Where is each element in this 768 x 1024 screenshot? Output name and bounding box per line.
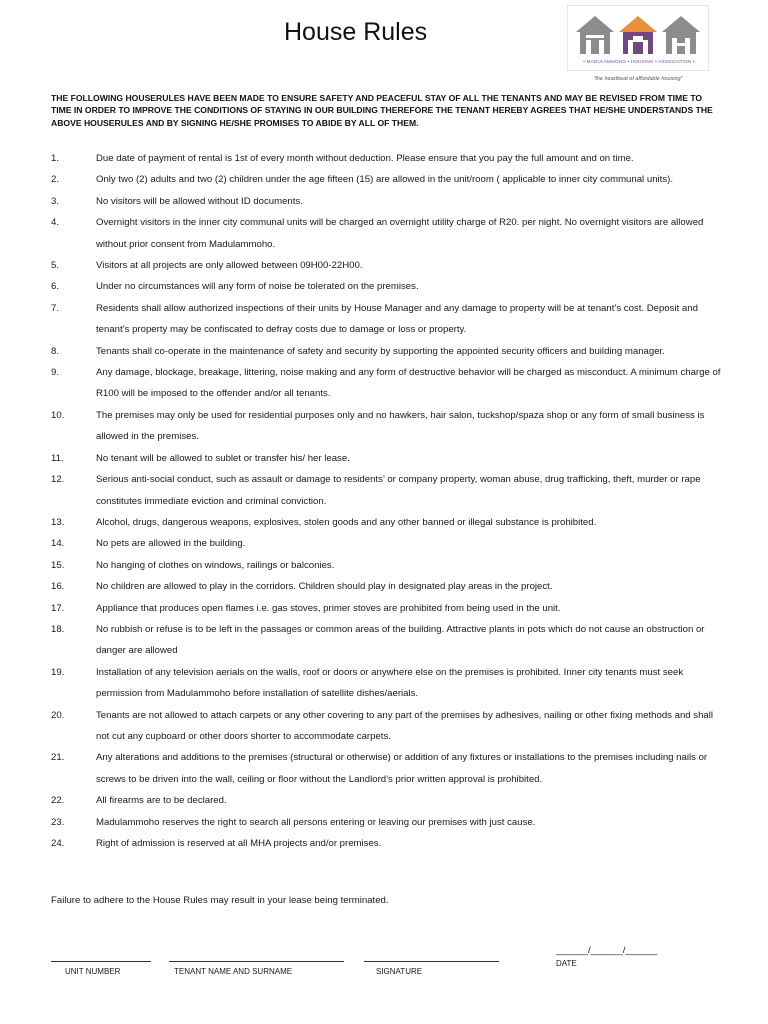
logo-frame <box>567 5 709 71</box>
rule-text: Serious anti-social conduct, such as assault or damage to residents’ or company property, woman abuse, drug trafficking, theft, murder or rape constitutes immediate eviction and criminal conviction. <box>96 474 701 507</box>
rule-text: No children are allowed to play in the corridors. Children should play in designated play areas in the project. <box>96 581 553 593</box>
rule-text: No visitors will be allowed without ID documents. <box>96 195 303 207</box>
rule-text: No pets are allowed in the building. <box>96 538 246 550</box>
rule-item <box>0 747 768 790</box>
rule-number: 21. <box>51 752 65 764</box>
rule-text: No rubbish or refuse is to be left in the passages or common areas of the building. Attractive plants in pots which do not cause an obstruction or danger are allowed <box>96 623 705 657</box>
rule-item <box>0 512 768 533</box>
rule-number: 5. <box>51 260 60 272</box>
rule-item <box>0 833 768 854</box>
tenant-name-line <box>169 961 344 962</box>
rule-item <box>0 255 768 276</box>
rule-text: Installation of any television aerials on the walls, roof or doors or anywhere else on the premises is prohibited. Inner city tenants must seek permission from Madulammoho before installation of satellite dishes/aerials. <box>96 666 684 700</box>
unit-number-field[interactable] <box>51 952 151 982</box>
rule-item <box>0 812 768 833</box>
rule-item <box>0 405 768 448</box>
rule-number: 15. <box>51 559 65 571</box>
rule-item <box>0 705 768 748</box>
rule-number: 8. <box>51 345 60 357</box>
rule-text: Madulammoho reserves the right to search all persons entering or leaving our premises with just cause. <box>96 816 536 828</box>
rule-item <box>0 469 768 512</box>
rule-text: No hanging of clothes on windows, railings or balconies. <box>96 559 335 571</box>
rule-item <box>0 362 768 405</box>
rule-item <box>0 169 768 190</box>
rule-number: 11. <box>51 452 64 464</box>
rule-item <box>0 191 768 212</box>
rule-item <box>0 533 768 554</box>
rule-number: 22. <box>51 795 65 807</box>
rule-text: Any damage, blockage, breakage, littering, noise making and any form of destructive behavior will be charged as misconduct. A minimum charge of R100 will be imposed to the offender and/or all tenants. <box>96 367 721 400</box>
logo-association-text: • MADULAMMOHO • HOUSING • ASSOCIATION • <box>583 59 695 64</box>
rule-text: No tenant will be allowed to sublet or transfer his/ her lease. <box>96 452 350 464</box>
rules-list <box>0 148 768 854</box>
intro-paragraph: THE FOLLOWING HOUSERULES HAVE BEEN MADE TO ENSURE SAFETY AND PEACEFUL STAY OF ALL THE TENANTS AND MAY BE REVISED FROM TIME TO TIME IN ORDER TO IMPROVE THE CONDITIONS OF STAYING IN OUR BUILDING THEREFORE THE TENANT HEREBY AGREES THAT HE/SHE UNDERSTANDS THE ABOVE HOUSERULES AND BY SIGNING HE/SHE PROMISES TO ABIDE BY ALL OF THEM. <box>51 93 713 128</box>
rule-number: 6. <box>51 281 60 293</box>
signature-label: SIGNATURE <box>376 967 423 976</box>
rule-number: 2. <box>51 174 60 186</box>
rule-item <box>0 619 768 662</box>
rule-number: 19. <box>51 666 65 678</box>
signature-field[interactable] <box>364 952 499 982</box>
rule-text: Tenants shall co-operate in the maintenance of safety and security by supporting the appointed security officers and building manager. <box>96 345 665 357</box>
rule-number: 18. <box>51 623 65 635</box>
rule-number: 12. <box>51 474 65 486</box>
rule-text: All firearms are to be declared. <box>96 795 227 807</box>
page-title: House Rules <box>284 18 428 46</box>
rule-text: Only two (2) adults and two (2) children under the age fifteen (15) are allowed in the unit/room ( applicable to inner city communal units). <box>96 174 673 186</box>
rule-item <box>0 448 768 469</box>
rule-number: 4. <box>51 217 60 229</box>
rule-text: Alcohol, drugs, dangerous weapons, explosives, stolen goods and any other banned or illegal substance is prohibited. <box>96 516 597 528</box>
rule-item <box>0 576 768 597</box>
footer-note: Failure to adhere to the House Rules may result in your lease being terminated. <box>51 895 389 906</box>
unit-number-label: UNIT NUMBER <box>65 967 121 976</box>
rule-text: Any alterations and additions to the premises (structural or otherwise) or addition of any fixtures or installations to the premises including nails or screws to be driven into the wall, ceiling or floor without the Landlord’s prior written approval is prohibited. <box>96 752 708 785</box>
rule-text: Right of admission is reserved at all MHA projects and/or premises. <box>96 838 382 849</box>
rule-text: Visitors at all projects are only allowed between 09H00-22H00. <box>96 260 363 272</box>
rule-number: 23. <box>51 816 65 828</box>
rule-number: 10. <box>51 409 65 421</box>
rule-text: Tenants are not allowed to attach carpets or any other covering to any part of the premises by adhesives, nailing or other fixing methods and shall not cut any cupboard or other doors shorter to accommodate carpets. <box>96 709 714 742</box>
rule-text: The premises may only be used for residential purposes only and no hawkers, hair salon, tuckshop/spaza shop or any form of small business is allowed in the premises. <box>96 409 705 443</box>
rule-text: Due date of payment of rental is 1st of every month without deduction. Please ensure that you pay the full amount and on time. <box>96 153 634 164</box>
date-field[interactable] <box>556 945 676 975</box>
rule-item <box>0 298 768 341</box>
rule-item <box>0 341 768 362</box>
rule-number: 20. <box>51 709 65 721</box>
rule-item <box>0 555 768 576</box>
rule-number: 1. <box>51 153 60 164</box>
rule-number: 24. <box>51 838 65 849</box>
rule-number: 9. <box>51 367 60 379</box>
date-line: ______/______/______ <box>556 945 658 956</box>
rule-number: 13. <box>51 516 65 528</box>
houses-logo-icon <box>574 10 704 58</box>
rule-item <box>0 212 768 255</box>
rule-item <box>0 598 768 619</box>
rule-item <box>0 790 768 811</box>
rule-number: 14. <box>51 538 65 550</box>
rule-text: Overnight visitors in the inner city communal units will be charged an overnight utility charge of R20. per night. No overnight visitors are allowed without prior consent from Madulammoho. <box>96 217 704 250</box>
rule-item <box>0 276 768 297</box>
tenant-name-field[interactable] <box>169 952 344 982</box>
rule-number: 16. <box>51 581 65 593</box>
rule-item <box>0 148 768 169</box>
rule-number: 3. <box>51 195 60 207</box>
tenant-name-label: TENANT NAME AND SURNAME <box>174 967 293 976</box>
rule-text: Residents shall allow authorized inspections of their units by House Manager and any damage to property will be at tenant’s cost. Deposit and tenant’s property may be confiscated to defray costs due to damage or loss or property. <box>96 302 698 336</box>
rule-number: 17. <box>51 602 65 614</box>
rule-text: Under no circumstances will any form of noise be tolerated on the premises. <box>96 281 419 293</box>
rule-item <box>0 662 768 705</box>
logo-tagline: "the heartbeat of affordable housing" <box>593 76 683 82</box>
date-label: DATE <box>556 959 577 968</box>
unit-number-line <box>51 961 151 962</box>
rule-text: Appliance that produces open flames i.e. gas stoves, primer stoves are prohibited from being used in the unit. <box>96 602 561 614</box>
rule-number: 7. <box>51 302 60 314</box>
madulammoho-logo <box>567 5 709 85</box>
signature-line <box>364 961 499 962</box>
